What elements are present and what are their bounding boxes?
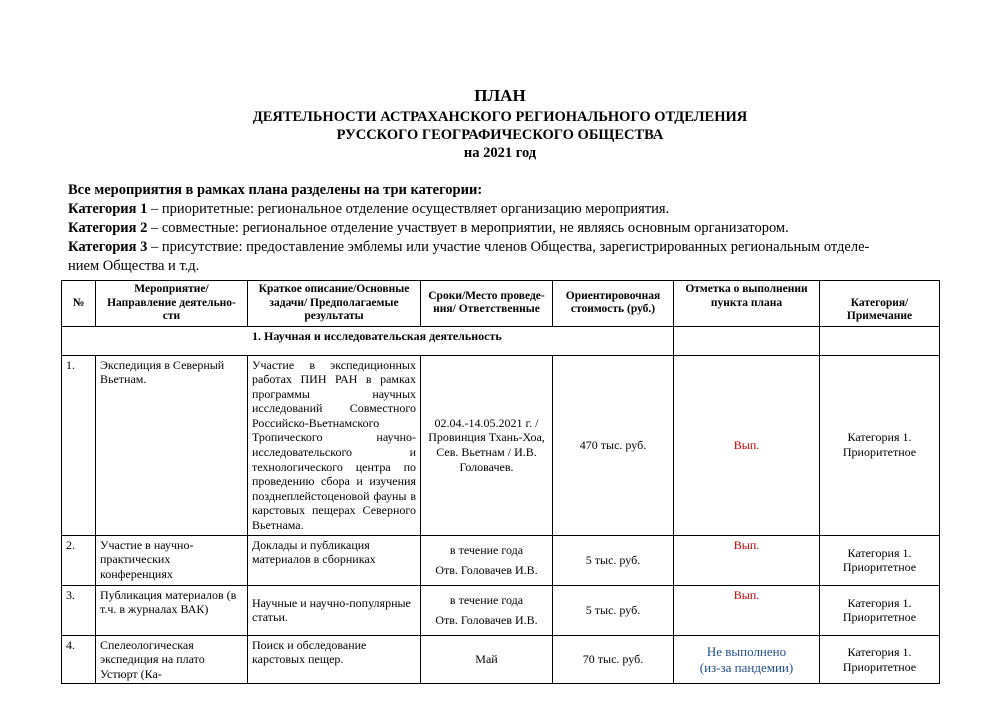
table-row — [62, 355, 940, 535]
plan-subtitle-line-2: РУССКОГО ГЕОГРАФИЧЕСКОГО ОБЩЕСТВА — [336, 127, 664, 143]
category-1-text: – приоритетные: региональное отделение осуществляет организацию мероприятия. — [147, 201, 670, 217]
row-category — [820, 585, 940, 635]
section-row — [62, 326, 940, 355]
row-mark-line-1: Не выполнено — [706, 643, 787, 659]
row-cost: 70 тыс. руб. — [553, 635, 674, 684]
row-category — [820, 635, 940, 684]
row-category-line-2: Приоритетное — [842, 610, 917, 625]
row-terms — [421, 535, 553, 585]
table-header-row — [62, 281, 940, 327]
plan-year: на 2021 год — [463, 145, 537, 161]
row-terms-line-2: Отв. Головачев И.В. — [435, 563, 538, 578]
row-terms-line-2: Отв. Головачев И.В. — [435, 613, 538, 628]
row-mark-done: Вып. — [674, 585, 820, 635]
row-mark-not-done — [674, 635, 820, 684]
section-title: 1. Научная и исследовательская деятельность — [62, 326, 674, 355]
row-terms: 02.04.-14.05.2021 г. / Провинция Тхань-Хоа, Сев. Вьетнам / И.В. Головачев. — [421, 355, 553, 535]
header-description: Краткое описание/Основные задачи/ Предполагаемые результаты — [248, 281, 421, 327]
row-category-line-1: Категория 1. — [847, 545, 912, 560]
section-category-empty — [820, 326, 940, 355]
intro-category-3-continued: нием Общества и т.д. — [68, 258, 200, 274]
table-row — [62, 535, 940, 585]
row-description: Участие в экспедиционных работах ПИН РАН в рамках программы научных исследований Совместного Российско-Вьетнамского Тропического научно-исследовательского и технологического центра по проведению сбора и изучения позднеплейстоценовой фауны в карстовых пещерах Северного Вьетнама. — [248, 355, 421, 535]
intro-category-3 — [68, 238, 938, 257]
header-cost: Ориентировочная стоимость (руб.) — [553, 281, 674, 327]
category-2-text: – совместные: региональное отделение участвует в мероприятии, не являясь основным организатором. — [147, 220, 789, 236]
header-direction: Мероприятие/ Направление деятельно- сти — [96, 281, 248, 327]
row-category — [820, 535, 940, 585]
row-category — [820, 355, 940, 535]
table-row — [62, 585, 940, 635]
row-cost: 5 тыс. руб. — [553, 585, 674, 635]
header-mark: Отметка о выполнении пункта плана — [674, 281, 820, 327]
plan-subtitle-line-1: ДЕЯТЕЛЬНОСТИ АСТРАХАНСКОГО РЕГИОНАЛЬНОГО ОТДЕЛЕНИЯ — [252, 109, 748, 125]
row-category-line-1: Категория 1. — [847, 644, 912, 659]
category-2-label: Категория 2 — [68, 220, 148, 236]
row-direction: Участие в научно-практических конференциях — [96, 535, 248, 585]
row-description: Поиск и обследование карстовых пещер. — [248, 635, 421, 684]
row-category-line-2: Приоритетное — [842, 659, 917, 674]
row-cost: 5 тыс. руб. — [553, 535, 674, 585]
intro-lead: Все мероприятия в рамках плана разделены на три категории: — [68, 182, 483, 198]
row-direction: Экспедиция в Северный Вьетнам. — [96, 355, 248, 535]
category-3-label: Категория 3 — [68, 239, 148, 255]
row-num: 3. — [62, 585, 96, 635]
row-terms-line-1: в течение года — [449, 542, 524, 557]
row-direction: Спелеологическая экспедиция на плато Устюрт (Ка- — [96, 635, 248, 684]
row-category-line-1: Категория 1. — [847, 430, 912, 445]
plan-title: ПЛАН — [474, 86, 526, 105]
row-category-line-2: Приоритетное — [842, 445, 917, 460]
row-category-line-1: Категория 1. — [847, 595, 912, 610]
row-description: Научные и научно-популярные статьи. — [248, 585, 421, 635]
header-category: Категория/ Примечание — [820, 281, 940, 327]
category-1-label: Категория 1 — [68, 201, 148, 217]
table-row — [62, 635, 940, 684]
row-terms: Май — [421, 635, 553, 684]
plan-table — [61, 280, 940, 684]
row-mark-line-2: (из-за пандемии) — [699, 659, 794, 675]
intro-category-1 — [68, 200, 938, 219]
row-num: 2. — [62, 535, 96, 585]
row-mark-done: Вып. — [674, 535, 820, 585]
row-mark-done: Вып. — [674, 355, 820, 535]
row-num: 1. — [62, 355, 96, 535]
header-num: № — [62, 281, 96, 327]
row-num: 4. — [62, 635, 96, 684]
row-description: Доклады и публикация материалов в сборниках — [248, 535, 421, 585]
intro-category-2 — [68, 219, 938, 238]
header-terms: Сроки/Место проведе- ния/ Ответственные — [421, 281, 553, 327]
row-cost: 470 тыс. руб. — [553, 355, 674, 535]
row-category-line-2: Приоритетное — [842, 560, 917, 575]
row-terms — [421, 585, 553, 635]
row-direction: Публикация материалов (в т.ч. в журналах ВАК) — [96, 585, 248, 635]
section-mark-empty — [674, 326, 820, 355]
row-terms-line-1: в течение года — [449, 592, 524, 607]
category-3-text: – присутствие: предоставление эмблемы или участие членов Общества, зарегистрированных региональным отделе- — [147, 239, 870, 255]
